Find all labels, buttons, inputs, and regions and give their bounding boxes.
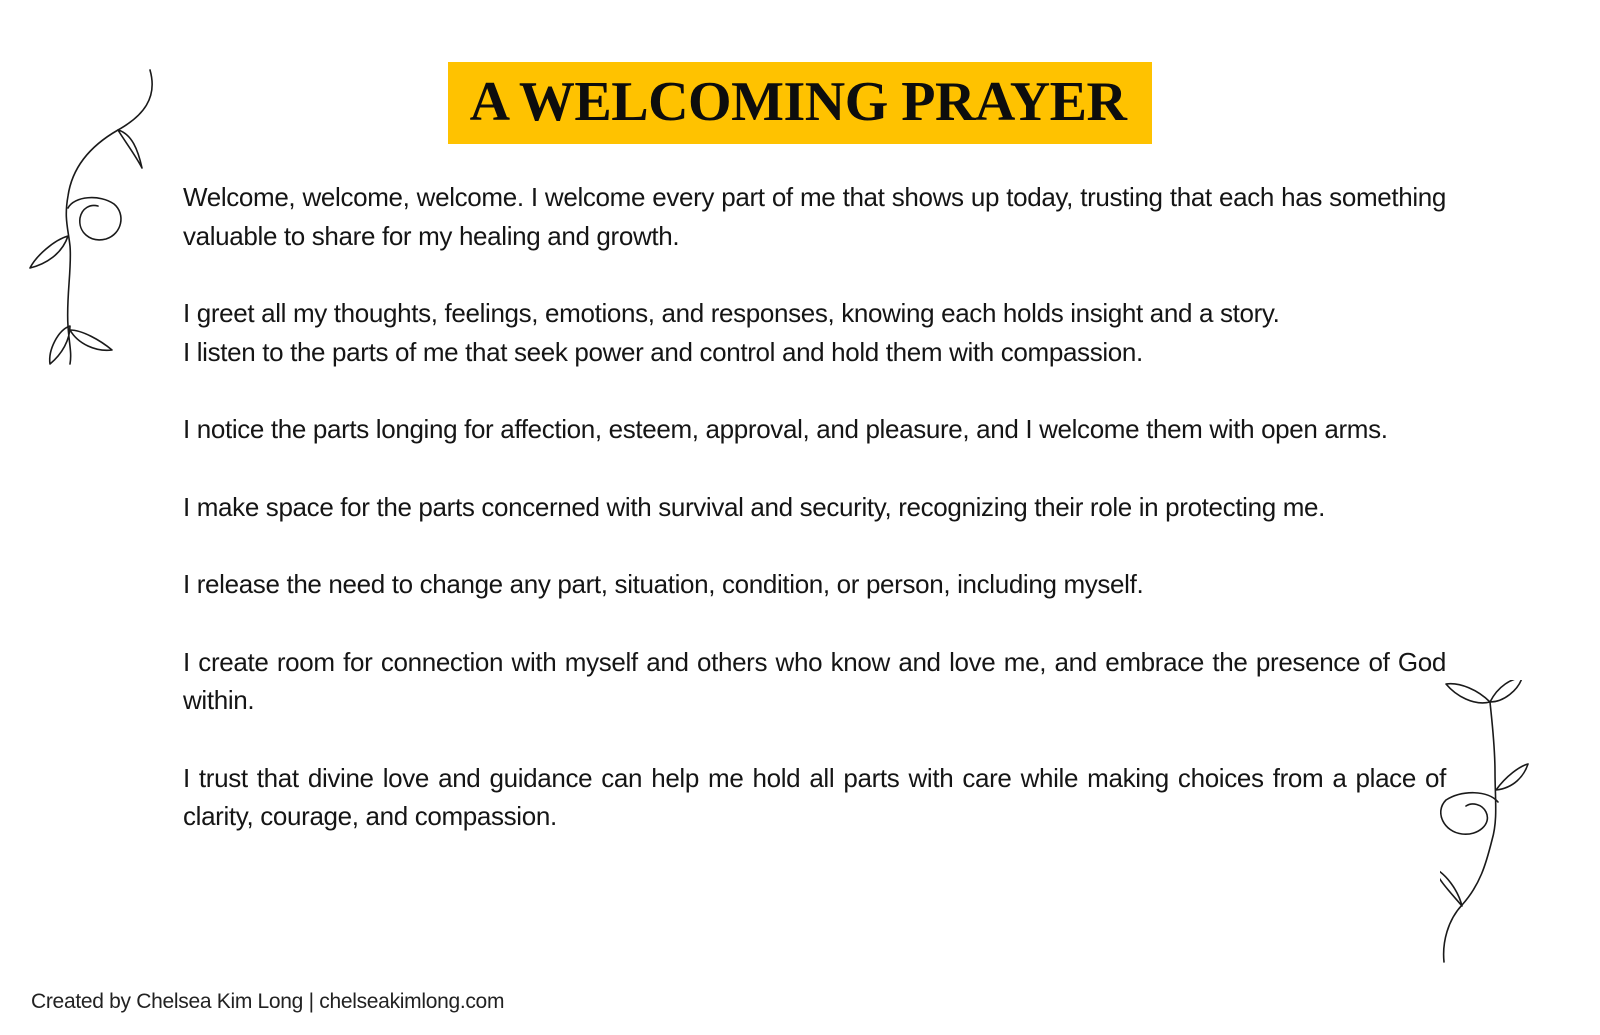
vine-right-icon	[1440, 680, 1580, 985]
paragraph-text: I release the need to change any part, situation, condition, or person, including myself.	[183, 569, 1144, 599]
page-title: A WELCOMING PRAYER	[469, 71, 1127, 133]
paragraph-notice	[183, 410, 1446, 449]
paragraph-space	[183, 488, 1446, 527]
paragraph-connection	[183, 643, 1446, 720]
paragraph-text: I create room for connection with myself and others who know and love me, and embrace the presence of God within.	[183, 646, 1446, 715]
paragraph-text: I make space for the parts concerned with survival and security, recognizing their role in protecting me.	[183, 491, 1325, 522]
paragraph-text: I notice the parts longing for affection, esteem, approval, and pleasure, and I welcome them with open arms.	[183, 414, 1388, 444]
paragraph-text: I greet all my thoughts, feelings, emotions, and responses, knowing each holds insight and a story.	[183, 298, 1280, 328]
paragraph-text: I trust that divine love and guidance can help me hold all parts with care while making choices from a place of clarity, courage, and compassion.	[183, 762, 1446, 831]
paragraph-text: Welcome, welcome, welcome. I welcome every part of me that shows up today, trusting that each has something valuable to share for my healing and growth.	[183, 182, 1446, 251]
paragraph-welcome	[183, 178, 1446, 255]
title-area	[0, 62, 1600, 144]
prayer-body	[183, 178, 1446, 836]
title-banner	[448, 62, 1153, 144]
paragraph-text: I listen to the parts of me that seek power and control and hold them with compassion.	[183, 336, 1143, 367]
paragraph-greet	[183, 294, 1446, 371]
credit-line: Created by Chelsea Kim Long | chelseakimlong.com	[31, 990, 505, 1013]
paragraph-trust	[183, 759, 1446, 836]
paragraph-release	[183, 565, 1446, 604]
